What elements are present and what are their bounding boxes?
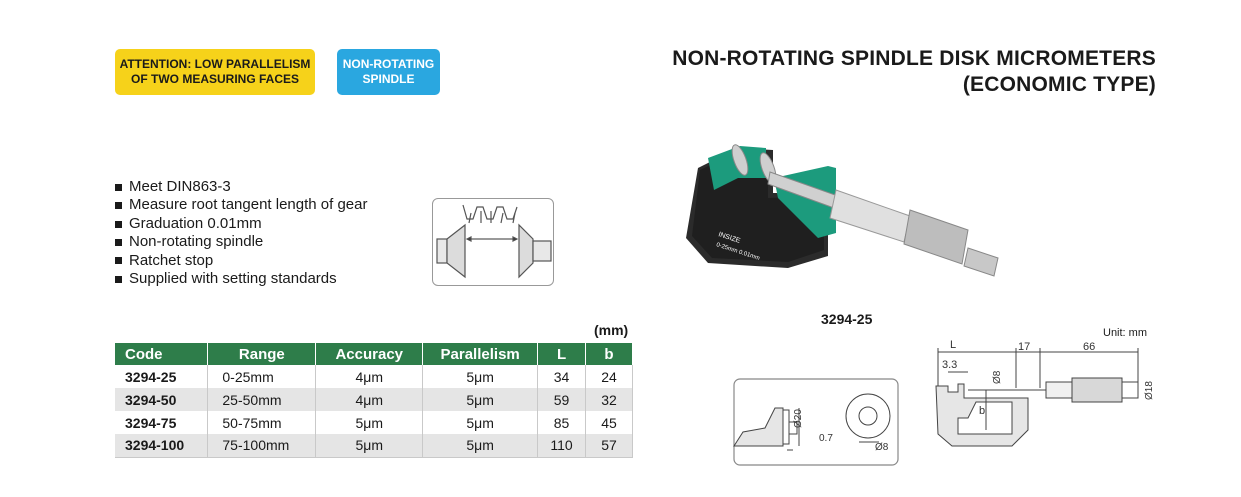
- cell-l: 110: [538, 434, 586, 457]
- col-header-parallelism: Parallelism: [423, 343, 538, 365]
- cell-accuracy: 4μm: [316, 365, 423, 388]
- bullet-icon: [115, 276, 122, 283]
- feature-list: [115, 178, 368, 288]
- title-line-1: NON-ROTATING SPINDLE DISK MICROMETERS: [672, 47, 1156, 70]
- non-rotating-line-1: NON-ROTATING: [342, 57, 435, 71]
- feature-item: Meet DIN863-3: [115, 178, 368, 196]
- disk-thickness-label: 0.7: [819, 433, 833, 444]
- table-row: [115, 411, 633, 434]
- cell-accuracy: 5μm: [316, 434, 423, 457]
- feature-item: Ratchet stop: [115, 252, 368, 270]
- cell-l: 85: [538, 411, 586, 434]
- attention-line-1: ATTENTION: LOW PARALLELISM: [119, 57, 311, 71]
- col-header-accuracy: Accuracy: [316, 343, 423, 365]
- table-row: [115, 365, 633, 388]
- cell-l: 59: [538, 388, 586, 411]
- spec-table: [115, 343, 633, 458]
- disk-detail-drawing: [733, 378, 899, 466]
- cell-b: 32: [586, 388, 633, 411]
- cell-accuracy: 5μm: [316, 411, 423, 434]
- attention-line-2: OF TWO MEASURING FACES: [131, 72, 299, 86]
- micrometer-product-image: [678, 138, 1000, 308]
- cell-b: 45: [586, 411, 633, 434]
- bullet-icon: [115, 202, 122, 209]
- feature-item: Non-rotating spindle: [115, 233, 368, 251]
- cell-parallelism: 5μm: [423, 434, 538, 457]
- non-rotating-line-2: SPINDLE: [362, 72, 415, 86]
- table-row: [115, 388, 633, 411]
- frame-brand-text: INSIZE: [717, 231, 742, 245]
- cell-code: 3294-100: [115, 434, 208, 457]
- feature-item: Measure root tangent length of gear: [115, 196, 368, 214]
- product-model-label: 3294-25: [821, 311, 873, 327]
- cell-range: 50-75mm: [208, 411, 316, 434]
- bullet-icon: [115, 257, 122, 264]
- page-title: [672, 46, 1156, 98]
- non-rotating-badge: [337, 49, 440, 95]
- disk-diameter-label: Ø20: [793, 409, 804, 428]
- cell-range: 0-25mm: [208, 365, 316, 388]
- gear-disk-icon: [433, 199, 552, 284]
- dim-3-3-label: 3.3: [942, 359, 958, 371]
- dim-17-label: 17: [1018, 341, 1031, 353]
- cell-b: 24: [586, 365, 633, 388]
- cell-code: 3294-50: [115, 388, 208, 411]
- dim-phi18-label: Ø18: [1144, 381, 1155, 400]
- attention-badge: [115, 49, 315, 95]
- col-header-l: L: [538, 343, 586, 365]
- bullet-icon: [115, 184, 122, 191]
- bullet-icon: [115, 221, 122, 228]
- cell-b: 57: [586, 434, 633, 457]
- disk-hole-label: Ø8: [875, 442, 889, 453]
- table-row: [115, 434, 633, 457]
- dim-l-label: L: [950, 339, 957, 351]
- dim-66-label: 66: [1083, 341, 1096, 353]
- cell-parallelism: 5μm: [423, 411, 538, 434]
- cell-l: 34: [538, 365, 586, 388]
- gear-measurement-illustration: [432, 198, 554, 286]
- cell-accuracy: 4μm: [316, 388, 423, 411]
- table-header-row: [115, 343, 633, 365]
- cell-parallelism: 5μm: [423, 365, 538, 388]
- table-unit-label: (mm): [594, 322, 629, 338]
- cell-parallelism: 5μm: [423, 388, 538, 411]
- feature-item: Graduation 0.01mm: [115, 215, 368, 233]
- cell-code: 3294-25: [115, 365, 208, 388]
- dimension-drawing: [928, 338, 1160, 462]
- col-header-b: b: [586, 343, 633, 365]
- unit-label: Unit: mm: [1103, 327, 1147, 339]
- feature-item: Supplied with setting standards: [115, 270, 368, 288]
- dim-phi8-label: Ø8: [992, 370, 1003, 384]
- frame-range-text: 0-25mm 0.01mm: [715, 242, 761, 262]
- col-header-code: Code: [115, 343, 208, 365]
- cell-range: 75-100mm: [208, 434, 316, 457]
- bullet-icon: [115, 239, 122, 246]
- cell-range: 25-50mm: [208, 388, 316, 411]
- title-line-2: (ECONOMIC TYPE): [962, 73, 1156, 96]
- cell-code: 3294-75: [115, 411, 208, 434]
- dim-b-label: b: [979, 405, 986, 417]
- col-header-range: Range: [208, 343, 316, 365]
